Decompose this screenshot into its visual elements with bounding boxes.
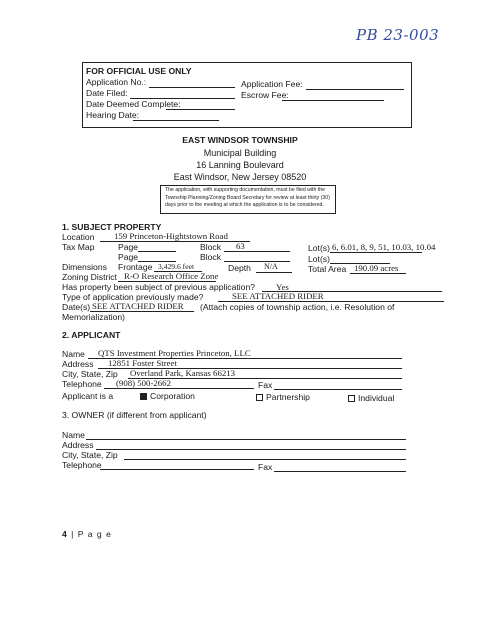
owner-address-field[interactable] [96,449,406,450]
township-name: EAST WINDSOR TOWNSHIP [182,135,298,145]
option-partnership[interactable] [256,392,310,402]
individual-checkbox[interactable] [348,395,355,402]
subject-property-heading: 1. SUBJECT PROPERTY [62,222,162,232]
block-label: Block [200,242,222,252]
owner-phone-label: Telephone [62,460,102,470]
page-label-2: Page [118,252,139,262]
page-footer [62,529,112,539]
applicant-phone-value: (908) 500-2662 [116,378,171,388]
hearing-date-label: Hearing Date: [86,110,140,120]
page-number: 4 [62,529,67,539]
lots-label: Lot(s) [308,243,330,253]
partnership-checkbox[interactable] [256,394,263,401]
hearing-date-field[interactable] [133,120,219,121]
city-address: East Windsor, New Jersey 08520 [173,172,307,182]
zoning-value: R-O Research Office Zone [124,271,219,281]
memorialization-text: Memorialization) [62,312,126,322]
application-no-field[interactable] [149,87,235,88]
previous-application-value: Yes [276,282,289,292]
applicant-type-label: Applicant is a [62,391,114,401]
corporation-checkbox[interactable] [140,393,147,400]
application-type-label: Type of application previously made? [62,292,204,302]
filing-notice: The application, with supporting documentation, must be filed with the Township Planning/Zoning Board Secretary for review at least thirty (30) days prior to the meeting at which the application is to be considered. [160,185,336,214]
partnership-label: Partnership [266,392,310,402]
dates-note: (Attach copies of township action, i.e. Resolution of [200,302,395,312]
application-type-value: SEE ATTACHED RIDER [232,291,324,301]
block-label-2: Block [200,252,222,262]
total-area-value: 190.09 acres [354,263,399,273]
frontage-value: 3,429.6 feet [158,262,195,271]
building-name: Municipal Building [203,148,277,158]
depth-field[interactable] [256,272,292,273]
dates-value: SEE ATTACHED RIDER [92,301,184,311]
option-individual[interactable] [348,393,394,403]
owner-address-label: Address [62,440,94,450]
application-fee-field[interactable] [306,89,404,90]
applicant-fax-label: Fax [258,380,273,390]
total-area-field[interactable] [350,273,406,274]
date-complete-label: Date Deemed Complete: [86,99,181,109]
lots-field[interactable] [330,252,422,253]
escrow-fee-label: Escrow Fee: [241,90,289,100]
application-no-label: Application No.: [86,77,147,87]
footer-separator: | [71,529,74,539]
applicant-fax-field[interactable] [274,389,402,390]
owner-name-field[interactable] [86,439,406,440]
applicant-csz-label: City, State, Zip [62,369,118,379]
block-field[interactable] [224,251,290,252]
applicant-csz-value: Overland Park, Kansas 66213 [130,368,236,378]
total-area-label: Total Area [308,264,347,274]
corporation-label: Corporation [150,391,195,401]
application-fee-label: Application Fee: [241,79,303,89]
date-complete-field[interactable] [166,109,235,110]
applicant-phone-field[interactable] [104,388,254,389]
applicant-name-label: Name [62,349,85,359]
block-value: 63 [236,241,245,251]
applicant-address-label: Address [62,359,94,369]
depth-value: N/A [264,262,278,271]
page-field[interactable] [138,251,176,252]
location-label: Location [62,232,95,242]
owner-fax-field[interactable] [274,471,406,472]
owner-heading-text: 3. OWNER (if different from applicant) [62,410,207,420]
depth-label: Depth [228,263,251,273]
individual-label: Individual [358,393,395,403]
owner-name-label: Name [62,430,85,440]
location-value: 159 Princeton-Hightstown Road [114,231,228,241]
owner-csz-field[interactable] [124,459,406,460]
block-field-2[interactable] [224,261,290,262]
owner-heading [62,410,207,420]
applicant-name-value: QTS Investment Properties Princeton, LLC [98,348,251,358]
applicant-address-value: 12851 Foster Street [108,358,177,368]
applicant-heading: 2. APPLICANT [62,330,121,340]
tax-map-label: Tax Map [62,242,95,252]
frontage-label: Frontage [118,262,153,272]
owner-fax-label: Fax [258,462,273,472]
escrow-fee-field[interactable] [282,100,384,101]
lots-label-2: Lot(s) [308,254,330,264]
applicant-phone-label: Telephone [62,379,102,389]
previous-application-label: Has property been subject of previous application? [62,282,255,292]
date-filed-label: Date Filed: [86,88,128,98]
zoning-label: Zoning District [62,272,117,282]
official-use-heading: FOR OFFICIAL USE ONLY [86,66,192,76]
owner-phone-field[interactable] [100,469,254,470]
page-word: P a g e [77,529,112,539]
street-address: 16 Lanning Boulevard [196,160,284,170]
owner-csz-label: City, State, Zip [62,450,118,460]
dates-label: Date(s) [62,302,91,312]
lots-value: 6, 6.01, 8, 9, 51, 10.03, 10.04 [332,242,436,252]
file-number-handwritten: PB 23-003 [356,26,440,44]
page-label: Page [118,242,139,252]
dimensions-label: Dimensions [62,262,107,272]
option-corporation[interactable] [140,391,195,401]
